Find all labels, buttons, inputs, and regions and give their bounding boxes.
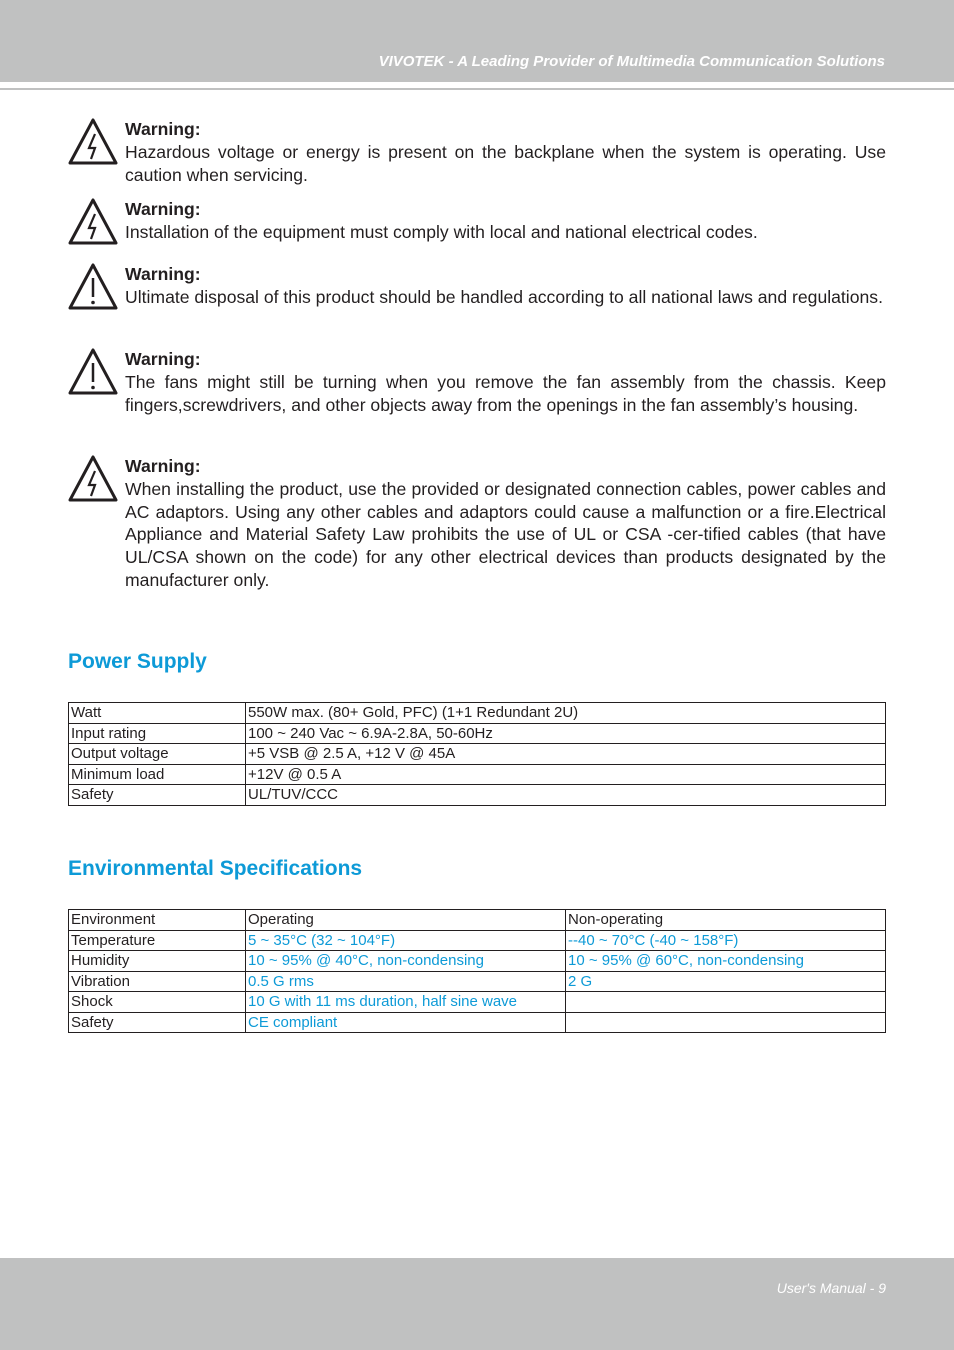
- warning-title: Warning:: [125, 119, 201, 139]
- page-header-band: [0, 0, 954, 82]
- column-header: Environment: [69, 910, 246, 931]
- table-cell: +12V @ 0.5 A: [246, 764, 886, 785]
- warning-title: Warning:: [125, 199, 201, 219]
- table-cell: [566, 1012, 886, 1033]
- table-cell: Temperature: [69, 930, 246, 951]
- high-voltage-warning-icon: [68, 118, 118, 166]
- header-divider: [0, 88, 954, 90]
- power-supply-heading: Power Supply: [68, 650, 207, 673]
- table-cell: 10 ~ 95% @ 60°C, non-condensing: [566, 951, 886, 972]
- table-cell: 5 ~ 35°C (32 ~ 104°F): [246, 930, 566, 951]
- table-cell: CE compliant: [246, 1012, 566, 1033]
- table-row: [69, 723, 886, 744]
- table-row: [69, 744, 886, 765]
- table-cell: [566, 992, 886, 1013]
- warning-text: Installation of the equipment must comply with local and national electrical codes.: [125, 221, 758, 242]
- environmental-table: [68, 909, 886, 1033]
- table-row: [69, 930, 886, 951]
- warning-text: When installing the product, use the provided or designated connection cables, power cables and AC adaptors. Using any other cables and adaptors could cause a malfunction or a fire.Electrical Appliance and Material Safety Law prohibits the use of UL or CSA -cer-tified cables (that have UL/CSA shown on the code) for any other electrical devices than products designated by the manufacturer only.: [125, 478, 886, 590]
- table-cell: Minimum load: [69, 764, 246, 785]
- exclamation-warning-icon: [68, 348, 118, 396]
- high-voltage-warning-icon: [68, 455, 118, 503]
- table-cell: UL/TUV/CCC: [246, 785, 886, 806]
- table-cell: Output voltage: [69, 744, 246, 765]
- power-supply-table: [68, 702, 886, 806]
- table-cell: Watt: [69, 703, 246, 724]
- header-tagline: VIVOTEK - A Leading Provider of Multimedia Communication Solutions: [378, 53, 885, 70]
- table-row: [69, 703, 886, 724]
- table-cell: 550W max. (80+ Gold, PFC) (1+1 Redundant 2U): [246, 703, 886, 724]
- high-voltage-warning-icon: [68, 198, 118, 246]
- table-cell: 100 ~ 240 Vac ~ 6.9A-2.8A, 50-60Hz: [246, 723, 886, 744]
- table-cell: 10 ~ 95% @ 40°C, non-condensing: [246, 951, 566, 972]
- table-cell: Vibration: [69, 971, 246, 992]
- table-cell: +5 VSB @ 2.5 A, +12 V @ 45A: [246, 744, 886, 765]
- table-cell: Shock: [69, 992, 246, 1013]
- table-row: [69, 951, 886, 972]
- warning-title: Warning:: [125, 264, 201, 284]
- table-cell: Safety: [69, 785, 246, 806]
- table-row: [69, 785, 886, 806]
- table-row: [69, 971, 886, 992]
- column-header: Operating: [246, 910, 566, 931]
- exclamation-warning-icon: [68, 263, 118, 311]
- table-row: [69, 992, 886, 1013]
- table-cell: 0.5 G rms: [246, 971, 566, 992]
- warning-title: Warning:: [125, 456, 201, 476]
- table-row: [69, 764, 886, 785]
- table-cell: 2 G: [566, 971, 886, 992]
- table-cell: 10 G with 11 ms duration, half sine wave: [246, 992, 566, 1013]
- warning-title: Warning:: [125, 349, 201, 369]
- table-row: [69, 1012, 886, 1033]
- warning-text: Ultimate disposal of this product should be handled according to all national laws and regulations.: [125, 286, 883, 307]
- warning-text: The fans might still be turning when you remove the fan assembly from the chassis. Keep fingers,screwdrivers, and other objects away from the openings in the fan assembly’s housing.: [125, 371, 886, 415]
- table-header-row: [69, 910, 886, 931]
- warning-text: Hazardous voltage or energy is present on the backplane when the system is operating. Use caution when servicing.: [125, 141, 886, 185]
- table-cell: Humidity: [69, 951, 246, 972]
- page-footer-band: [0, 1258, 954, 1350]
- environmental-heading: Environmental Specifications: [68, 857, 363, 880]
- table-cell: Safety: [69, 1012, 246, 1033]
- page-number-label: User's Manual - 9: [776, 1280, 886, 1296]
- column-header: Non-operating: [566, 910, 886, 931]
- table-cell: Input rating: [69, 723, 246, 744]
- table-cell: --40 ~ 70°C (-40 ~ 158°F): [566, 930, 886, 951]
